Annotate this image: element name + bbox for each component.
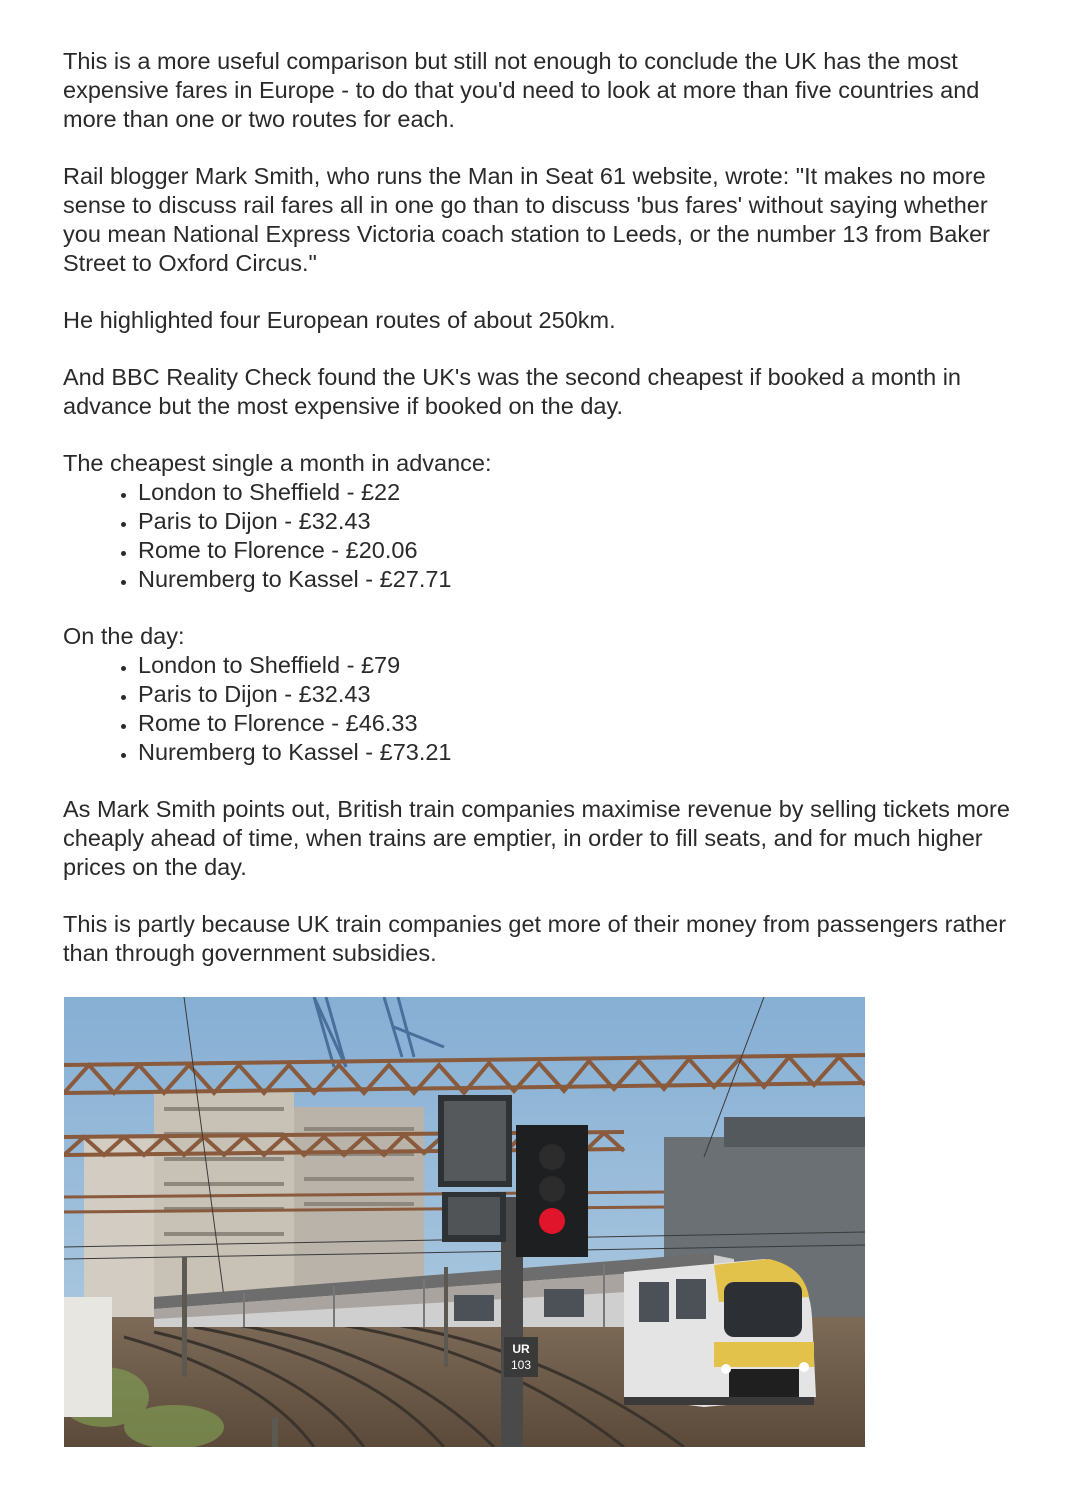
list-item: • Nuremberg to Kassel - £27.71 [138, 565, 1023, 594]
paragraph-mark-smith-quote: Rail blogger Mark Smith, who runs the Man in Seat 61 website, wrote: "It makes no more sense to discuss rail fares all in one go than to discuss 'bus fares' without saying whether you mean National Express Victoria coach station to Leeds, or the number 13 from Baker Street to Oxford Circus." [63, 163, 990, 276]
list-item: • Paris to Dijon - £32.43 [138, 507, 1023, 536]
hut [64, 1297, 112, 1417]
on-the-day-fares-list [63, 651, 1023, 767]
paragraph-reality-check: And BBC Reality Check found the UK's was the second cheapest if booked a month in advance but the most expensive if booked on the day. [63, 364, 962, 419]
signal-plate-line-1: UR [512, 1342, 530, 1356]
list-item: • London to Sheffield - £22 [138, 478, 1023, 507]
on-the-day-list-heading: On the day: [63, 623, 185, 649]
paragraph-revenue: As Mark Smith points out, British train companies maximise revenue by selling tickets more cheaply ahead of time, when trains are emptier, in order to fill seats, and for much higher prices on the day. [63, 796, 1010, 880]
red-signal-light [539, 1208, 565, 1234]
list-item: • Rome to Florence - £20.06 [138, 536, 1023, 565]
advance-list-heading: The cheapest single a month in advance: [63, 450, 492, 476]
paragraph-subsidies: This is partly because UK train companies get more of their money from passengers rather than through government subsidies. [63, 911, 1007, 966]
train-photo [64, 997, 865, 1447]
list-item: • London to Sheffield - £79 [138, 651, 1023, 680]
list-item: • Rome to Florence - £46.33 [138, 709, 1023, 738]
signal-plate-line-2: 103 [510, 1358, 532, 1372]
advance-fares-list [63, 478, 1023, 594]
paragraph-comparison: This is a more useful comparison but still not enough to conclude the UK has the most expensive fares in Europe - to do that you'd need to look at more than five countries and more than one or two routes for each. [63, 48, 980, 132]
list-item: • Paris to Dijon - £32.43 [138, 680, 1023, 709]
paragraph-four-routes: He highlighted four European routes of about 250km. [63, 307, 616, 333]
list-item: • Nuremberg to Kassel - £73.21 [138, 738, 1023, 767]
article-body [63, 47, 1023, 996]
